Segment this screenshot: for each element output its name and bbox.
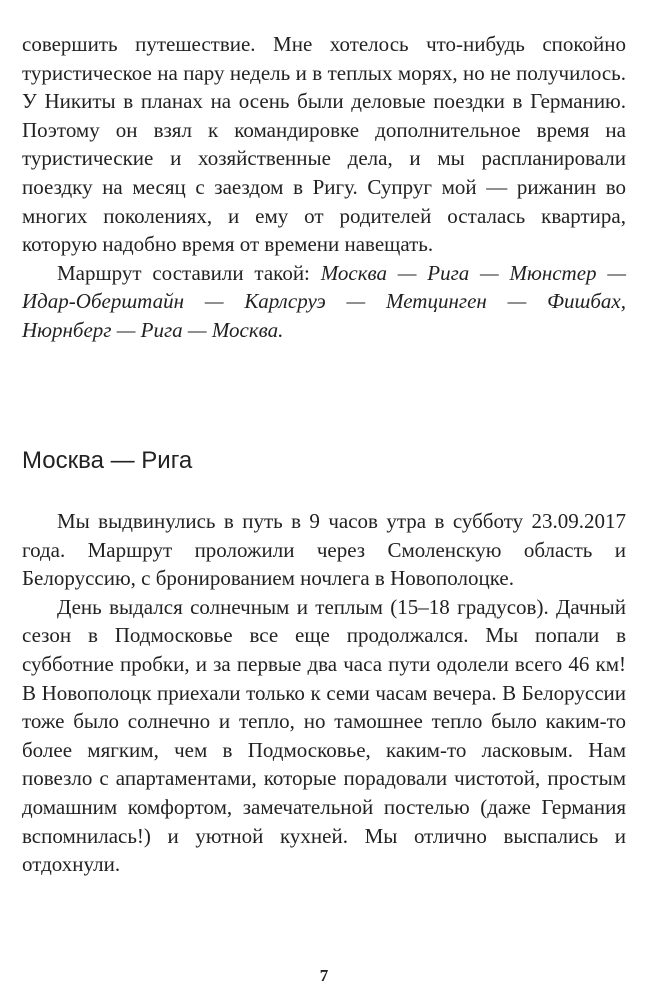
intro-paragraph: совершить путешествие. Мне хотелось что-нибудь спокойно туристическое на пару недель и в теплых морях, но не получилось. У Никиты в планах на осень были деловые поездки в Германию. Поэтому он взял к командировке дополнительное время на туристические и хозяйственные дела, и мы распланировали поездку на месяц с заездом в Ригу. Супруг мой — рижанин во многих поколениях, и ему от родителей осталась квартира, которую надобно время от времени навещать. <box>22 32 626 257</box>
section-body <box>22 507 626 879</box>
route-paragraph <box>22 259 626 345</box>
section-paragraph-1: Мы выдвинулись в путь в 9 часов утра в субботу 23.09.2017 года. Маршрут проложили через Смоленскую область и Белоруссию, с бронированием ночлега в Новополоцке. <box>22 509 626 591</box>
route-list-text: Москва — Рига — Мюнстер — Идар-Оберштайн — Карлсруэ — Метцинген — Фишбах, Нюрнберг — Рига — Москва. <box>22 260 626 342</box>
section-paragraph-2: День выдался солнечным и теплым (15–18 градусов). Дачный сезон в Подмосковье все еще продолжался. Мы попали в субботние пробки, и за первые два часа пути одолели всего 46 км! В Новополоцк приехали только к семи часам вечера. В Белоруссии тоже было солнечно и тепло, но тамошнее тепло было каким-то более мягким, чем в Подмосковье, каким-то ласковым. Нам повезло с апартаментами, которые порадовали чистотой, простым домашним комфортом, замечательной постелью (даже Германия вспомнилась!) и уютной кухней. Мы отлично выспались и отдохнули. <box>22 594 626 877</box>
route-lead-text: Маршрут составили такой: <box>57 260 321 285</box>
page-body-top <box>22 30 626 345</box>
page-number: 7 <box>319 966 329 985</box>
section-heading: Москва — Рига <box>22 447 193 474</box>
